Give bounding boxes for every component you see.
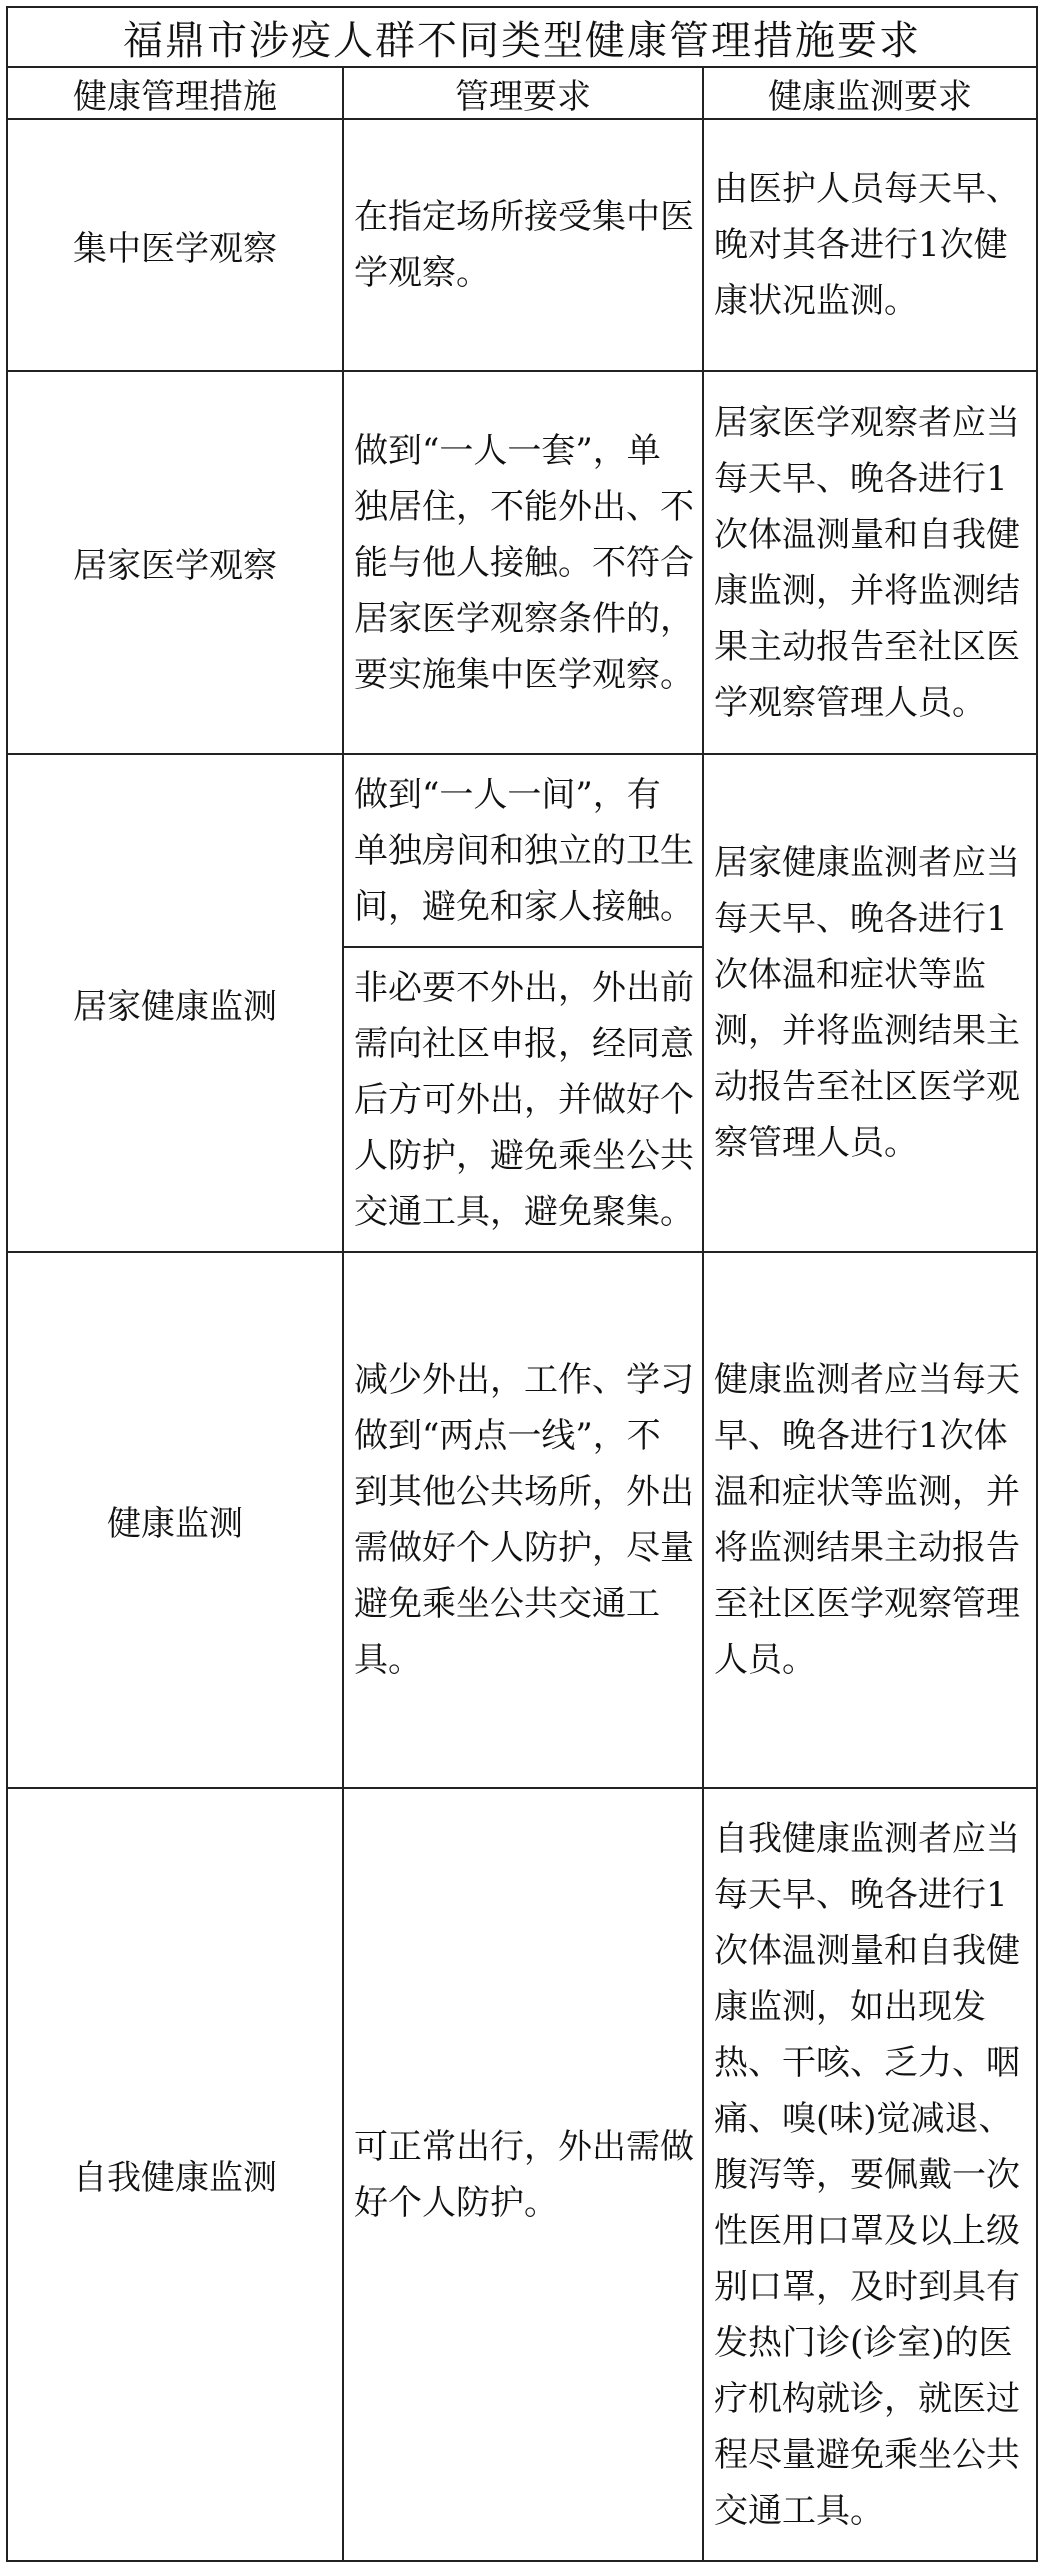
table-row xyxy=(7,1788,1037,2561)
header-measure: 健康管理措施 xyxy=(7,67,343,119)
management-text: 减少外出，工作、学习做到“两点一线”，不到其他公共场所，外出需做好个人防护，尽量避免乘坐公共交通工具。 xyxy=(354,1360,694,1680)
monitoring-text: 健康监测者应当每天早、晚各进行1次体温和症状等监测，并将监测结果主动报告至社区医学观察管理人员。 xyxy=(714,1360,1020,1680)
table-row xyxy=(7,754,1037,947)
measure-cell: 居家健康监测 xyxy=(7,754,343,1252)
management-cell xyxy=(343,371,703,754)
table-title: 福鼎市涉疫人群不同类型健康管理措施要求 xyxy=(7,7,1037,67)
management-text: 做到“一人一间”，有单独房间和独立的卫生间，避免和家人接触。 xyxy=(354,774,694,927)
management-cell xyxy=(343,1252,703,1788)
header-monitoring: 健康监测要求 xyxy=(703,67,1037,119)
table-row xyxy=(7,371,1037,754)
header-row xyxy=(7,67,1037,119)
monitoring-cell xyxy=(703,371,1037,754)
management-cell xyxy=(343,947,703,1252)
monitoring-cell xyxy=(703,754,1037,1252)
table-row xyxy=(7,119,1037,371)
header-management: 管理要求 xyxy=(343,67,703,119)
monitoring-cell xyxy=(703,1788,1037,2561)
health-measures-document xyxy=(6,6,1036,2562)
monitoring-text: 由医护人员每天早、晚对其各进行1次健康状况监测。 xyxy=(714,169,1020,321)
monitoring-text: 居家健康监测者应当每天早、晚各进行1次体温和症状等监测，并将监测结果主动报告至社区医学观察管理人员。 xyxy=(714,843,1020,1163)
management-text: 在指定场所接受集中医学观察。 xyxy=(354,197,694,293)
measure-cell: 健康监测 xyxy=(7,1252,343,1788)
management-text: 做到“一人一套”，单独居住，不能外出、不能与他人接触。不符合居家医学观察条件的，要实施集中医学观察。 xyxy=(354,430,694,695)
management-text: 非必要不外出，外出前需向社区申报，经同意后方可外出，并做好个人防护，避免乘坐公共交通工具，避免聚集。 xyxy=(354,967,694,1232)
management-text: 可正常出行，外出需做好个人防护。 xyxy=(354,2126,694,2223)
monitoring-text: 居家医学观察者应当每天早、晚各进行1次体温测量和自我健康监测，并将监测结果主动报告至社区医学观察管理人员。 xyxy=(714,402,1020,723)
title-row xyxy=(7,7,1037,67)
monitoring-text: 自我健康监测者应当每天早、晚各进行1次体温测量和自我健康监测，如出现发热、干咳、乏力、咽痛、嗅(味)觉减退、腹泻等，要佩戴一次性医用口罩及以上级别口罩，及时到具有发热门诊(诊室)的医疗机构就诊，就医过程尽量避免乘坐公共交通工具。 xyxy=(714,1818,1020,2531)
management-cell xyxy=(343,754,703,947)
management-cell xyxy=(343,119,703,371)
monitoring-cell xyxy=(703,1252,1037,1788)
measure-cell: 集中医学观察 xyxy=(7,119,343,371)
monitoring-cell xyxy=(703,119,1037,371)
management-cell xyxy=(343,1788,703,2561)
health-measures-table xyxy=(6,6,1038,2562)
table-row xyxy=(7,1252,1037,1788)
measure-cell: 居家医学观察 xyxy=(7,371,343,754)
measure-cell: 自我健康监测 xyxy=(7,1788,343,2561)
